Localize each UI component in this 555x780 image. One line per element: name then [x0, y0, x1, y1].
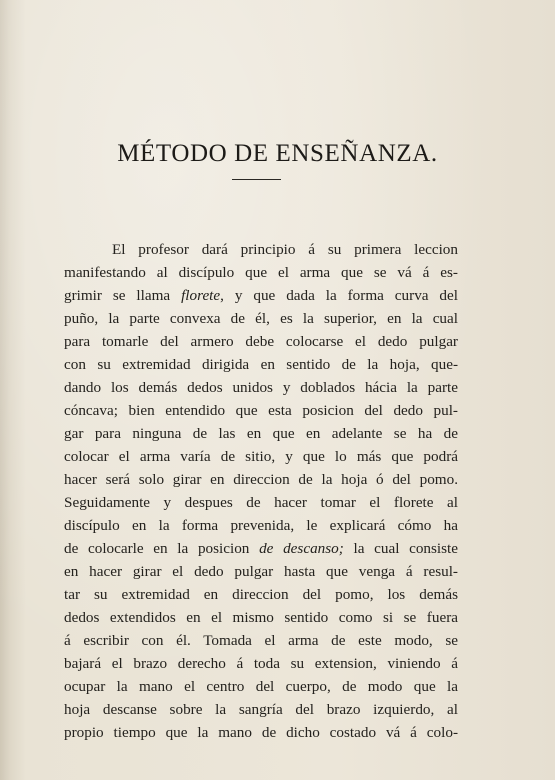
- text-line: ocupar la mano el centro del cuerpo, de modo que la: [64, 678, 458, 695]
- text-line: dedos extendidos en el mismo sentido como si se fuera: [64, 609, 458, 626]
- text-line: tar su extremidad en direccion del pomo, los demás: [64, 586, 458, 603]
- text-line: á escribir con él. Tomada el arma de este modo, se: [64, 632, 458, 649]
- text-line: hoja descanse sobre la sangría del brazo izquierdo, al: [64, 701, 458, 718]
- text-line: hacer será solo girar en direccion de la hoja ó del pomo.: [64, 471, 458, 488]
- page-title: MÉTODO DE ENSEÑANZA.: [117, 140, 438, 167]
- text-line: Seguidamente y despues de hacer tomar el florete al: [64, 494, 458, 511]
- text-line: con su extremidad dirigida en sentido de la hoja, que-: [64, 356, 458, 373]
- text-line: dando los demás dedos unidos y doblados hácia la parte: [64, 379, 458, 396]
- text-line: discípulo en la forma prevenida, le explicará cómo ha: [64, 517, 458, 534]
- text-line: El profesor dará principio á su primera leccion: [112, 241, 458, 258]
- text-line: propio tiempo que la mano de dicho costado vá á colo-: [64, 724, 458, 741]
- text-line: bajará el brazo derecho á toda su extension, viniendo á: [64, 655, 458, 672]
- italic-term-de-descanso: de descanso;: [259, 540, 344, 557]
- text-line: grimir se llama florete, y que dada la forma curva del: [64, 287, 458, 304]
- text-line: de colocarle en la posicion de descanso; la cual consiste: [64, 540, 459, 557]
- text-line: gar para ninguna de las en que en adelante se ha de: [64, 425, 458, 442]
- title-rule: [232, 179, 281, 180]
- text-line: en hacer girar el dedo pulgar hasta que venga á resul-: [64, 563, 458, 580]
- text-line: puño, la parte convexa de él, es la superior, en la cual: [64, 310, 458, 327]
- italic-term-florete: florete: [181, 287, 221, 304]
- text-line: cóncava; bien entendido que esta posicion del dedo pul-: [64, 402, 458, 419]
- text-line: colocar el arma varía de sitio, y que lo más que podrá: [64, 448, 458, 465]
- text-line: manifestando al discípulo que el arma que se vá á es-: [64, 264, 458, 281]
- text-line: para tomarle del armero debe colocarse el dedo pulgar: [64, 333, 458, 350]
- body-paragraph: [64, 238, 458, 744]
